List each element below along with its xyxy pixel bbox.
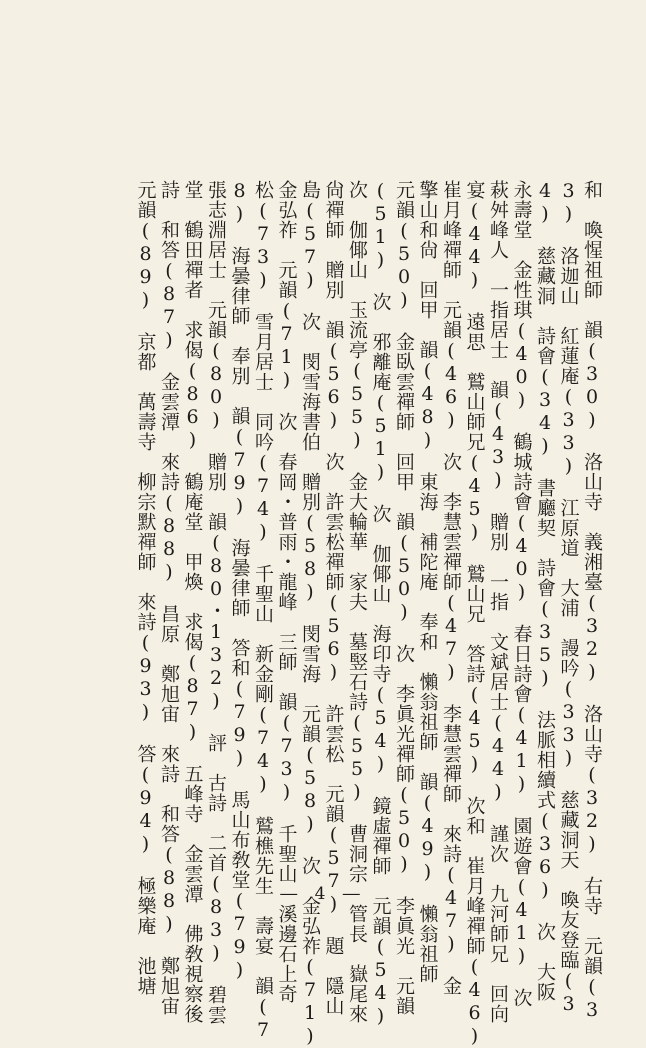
text-column-13: 島(57) 次 閔雪海書伯 贈別(58) 閔雪海 元韻(58) 次 金弘祚(71) — [299, 180, 321, 1048]
text-column-3: 4) 慈藏洞 詩會(34) 書廳契 詩會(35) 法脈相續式(36) 次 大阪 — [534, 180, 556, 1002]
text-column-12: 尙禪師 贈別 韻(56) 次 許雲松禪師(56) 許雲松 元韻(57) 題 隱山 — [322, 180, 345, 1016]
text-column-8: 擎山和尙 回甲 韻(48) 東海 補陀庵 奉和 懶翁祖師 韻(49) 懶翁祖師 — [416, 180, 439, 984]
text-column-11: 次 伽倻山 玉流亭(55) 金大輪華 家夫 墓竪石詩(55) 曹洞宗 管長 嶽尾來 — [346, 180, 368, 1024]
text-column-4: 永壽堂 金性琪(40) 鶴城詩會(40) 春日詩會(41) 園遊會(41) 次 — [510, 180, 533, 1008]
vertical-text-columns — [134, 180, 603, 1048]
text-column-5: 萩舛峰人 一指居士 韻(43) 贈別 一指 文斌居士(44) 謹次 九河師兄 回向 — [487, 180, 509, 1024]
text-column-14: 金弘祚 元韻(71) 次 春岡・普雨・龍峰 三師 韻(73) 千聖山 溪邊石上奇 — [275, 180, 298, 1004]
page-number: ― 4 ― — [280, 884, 366, 904]
text-column-9: 元韻(50) 金臥雲禪師 回甲 韻(50) 次 李眞光禪師(50) 李眞光 元韻 — [393, 180, 415, 1016]
text-column-17: 張志淵居士 元韻(80) 贈別 韻(80・132) 評 古詩 二首(83) 碧雲 — [205, 180, 227, 1025]
text-column-1: 和 喚惺祖師 韻(30) 洛山寺 義湘臺(32) 洛山寺(32) 右寺 元韻(3 — [581, 180, 603, 1022]
text-column-2: 3) 洛迦山 紅蓮庵(33) 江原道 大浦 謾吟(33) 慈藏洞天 喚友登臨(3 — [557, 180, 580, 1016]
text-column-7: 崔月峰禪師 元韻(46) 次 李慧雲禪師(47) 李慧雲禪師 來詩(47) 金 — [440, 180, 462, 996]
text-column-20: 元韻(89) 京都 萬壽寺 柳宗默禪師 來詩(93) 答(94) 極樂庵 池塘 — [134, 180, 157, 996]
text-column-6: 宴(44) 遠思 鷲山師兄(45) 鷲山兄 答詩(45) 次和 崔月峰禪師(46) — [463, 180, 486, 1048]
text-column-18: 堂 鶴田禪者 求偈(86) 鶴庵堂 甲煥 求偈(87) 五峰寺 金雲潭 佛敎視察後 — [181, 180, 204, 1024]
text-column-10: (51) 次 邪離庵(51) 次 伽倻山 海印寺(54) 鏡虛禪師 元韻(54) — [369, 180, 392, 1028]
text-column-16: 8) 海曇律師 奉別 韻(79) 海曇律師 答和(79) 馬山布敎堂(79) — [228, 180, 251, 982]
text-column-15: 松(73) 雪月居士 同吟(74) 千聖山 新金剛(74) 鷲樵先生 壽宴 韻(7 — [252, 180, 274, 1042]
text-column-19: 詩 和答(87) 金雲潭 來詩(88) 昌原 鄭旭宙 來詩 和答(88) 鄭旭宙 — [158, 180, 180, 1016]
